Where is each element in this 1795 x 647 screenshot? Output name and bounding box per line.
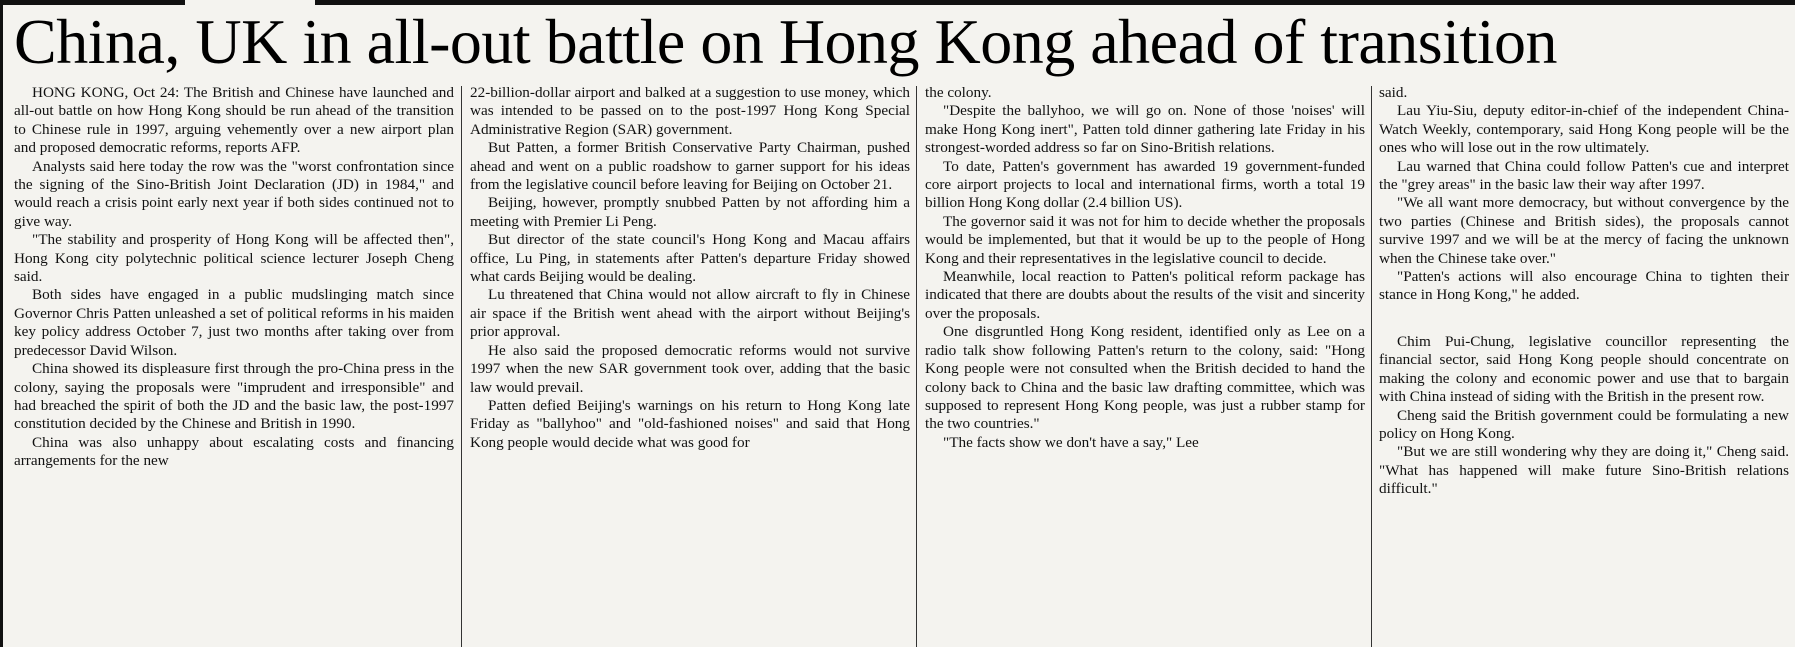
paragraph: But Patten, a former British Conservative Party Chairman, pushed ahead and went on a public roadshow to garner support for his ideas from the legislative council before leaving for Beijing on October 21. bbox=[470, 139, 910, 194]
paragraph: He also said the proposed democratic reforms would not survive 1997 when the new SAR government took over, adding that the basic law would prevail. bbox=[470, 341, 910, 396]
paragraph: To date, Patten's government has awarded 19 government-funded core airport projects to local and international firms, worth a total 19 billion Hong Kong dollar (2.4 billion US). bbox=[925, 157, 1365, 212]
paragraph: "But we are still wondering why they are doing it," Cheng said. "What has happened will make future Sino-British relations difficult." bbox=[1379, 443, 1789, 498]
paragraph: Meanwhile, local reaction to Patten's political reform package has indicated that there are doubts about the results of the visit and sincerity over the proposals. bbox=[925, 268, 1365, 322]
paragraph: Chim Pui-Chung, legislative councillor representing the financial sector, said Hong Kong people should concentrate on making the colony and economic power and use that to bargain with China instead of siding with the British in the present row. bbox=[1379, 332, 1789, 406]
paragraph: Beijing, however, promptly snubbed Patten by not affording him a meeting with Premier Li Peng. bbox=[470, 194, 910, 230]
paragraph: Patten defied Beijing's warnings on his return to Hong Kong late Friday as "ballyhoo" and "old-fashioned noises" and said that Hong Kong people would decide what was good for bbox=[470, 396, 910, 451]
paragraph: 22-billion-dollar airport and balked at a suggestion to use money, which was intended to be passed on to the post-1997 Hong Kong Special Administrative Region (SAR) government. bbox=[470, 84, 910, 138]
paragraph: "Despite the ballyhoo, we will go on. None of those 'noises' will make Hong Kong inert", Patten told dinner gathering late Friday in his strongest-worded address so far on Sino-British relations. bbox=[925, 102, 1365, 157]
paragraph: HONG KONG, Oct 24: The British and Chinese have launched and all-out battle on how Hong Kong should be run ahead of the transition to Chinese rule in 1997, arguing vehemently over a new airport plan and proposed democratic reforms, reports AFP. bbox=[14, 84, 454, 157]
column-1 bbox=[14, 84, 454, 647]
paragraph: "The stability and prosperity of Hong Kong will be affected then", Hong Kong city polytechnic political science lecturer Joseph Cheng said. bbox=[14, 231, 454, 286]
paragraph: Both sides have engaged in a public mudslinging match since Governor Chris Patten unleashed a set of political reforms in his maiden key policy address October 7, just two months after taking over from predecessor David Wilson. bbox=[14, 286, 454, 359]
paragraph: China showed its displeasure first through the pro-China press in the colony, saying the proposals were "imprudent and irresponsible" and had breached the spirit of both the JD and the basic law, the post-1997 constitution decided by the Chinese and British in 1990. bbox=[14, 360, 454, 433]
paragraph: The governor said it was not for him to decide whether the proposals would be implemented, but that it would be up to the people of Hong Kong and their representatives in the legislative council to decide. bbox=[925, 212, 1365, 267]
paragraph: Cheng said the British government could be formulating a new policy on Hong Kong. bbox=[1379, 406, 1789, 442]
paragraph: said. bbox=[1379, 84, 1408, 101]
column-2 bbox=[470, 84, 910, 647]
paragraph: "Patten's actions will also encourage China to tighten their stance in Hong Kong," he added. bbox=[1379, 268, 1789, 304]
paragraph: "We all want more democracy, but without convergence by the two parties (Chinese and British sides), the proposals cannot survive 1997 and we will be at the mercy of facing the unknown when the Chinese take over." bbox=[1379, 194, 1789, 267]
paragraph: But director of the state council's Hong Kong and Macau affairs office, Lu Ping, in statements after Patten's departure Friday showed what cards Beijing would be dealing. bbox=[470, 231, 910, 286]
article-body bbox=[0, 84, 1795, 647]
column-3 bbox=[925, 84, 1365, 647]
paragraph: One disgruntled Hong Kong resident, identified only as Lee on a radio talk show following Patten's return to the colony, said: "Hong Kong people were not consulted when the British decided to hand the colony back to China and the basic law drafting committee, which was supposed to represent Hong Kong people, was just a rubber stamp for the two countries." bbox=[925, 323, 1365, 433]
paragraph: Analysts said here today the row was the "worst confrontation since the signing of the Sino-British Joint Declaration (JD) in 1984," and would reach a crisis point early next year if both sides continued not to give way. bbox=[14, 157, 454, 230]
headline: China, UK in all-out battle on Hong Kong ahead of transition bbox=[14, 6, 1558, 77]
paragraph: "The facts show we don't have a say," Lee bbox=[943, 433, 1199, 451]
paragraph: the colony. bbox=[925, 84, 992, 101]
column-4 bbox=[1379, 84, 1789, 647]
paragraph: Lau Yiu-Siu, deputy editor-in-chief of the independent China-Watch Weekly, contemporary, said Hong Kong people will be the ones who will lose out in the row ultimately. bbox=[1379, 102, 1789, 157]
paragraph: Lau warned that China could follow Patten's cue and interpret the "grey areas" in the basic law their way after 1997. bbox=[1379, 157, 1789, 194]
paragraph: Lu threatened that China would not allow aircraft to fly in Chinese air space if the British went ahead with the airport without Beijing's prior approval. bbox=[470, 286, 910, 341]
paragraph: China was also unhappy about escalating costs and financing arrangements for the new bbox=[14, 433, 454, 470]
